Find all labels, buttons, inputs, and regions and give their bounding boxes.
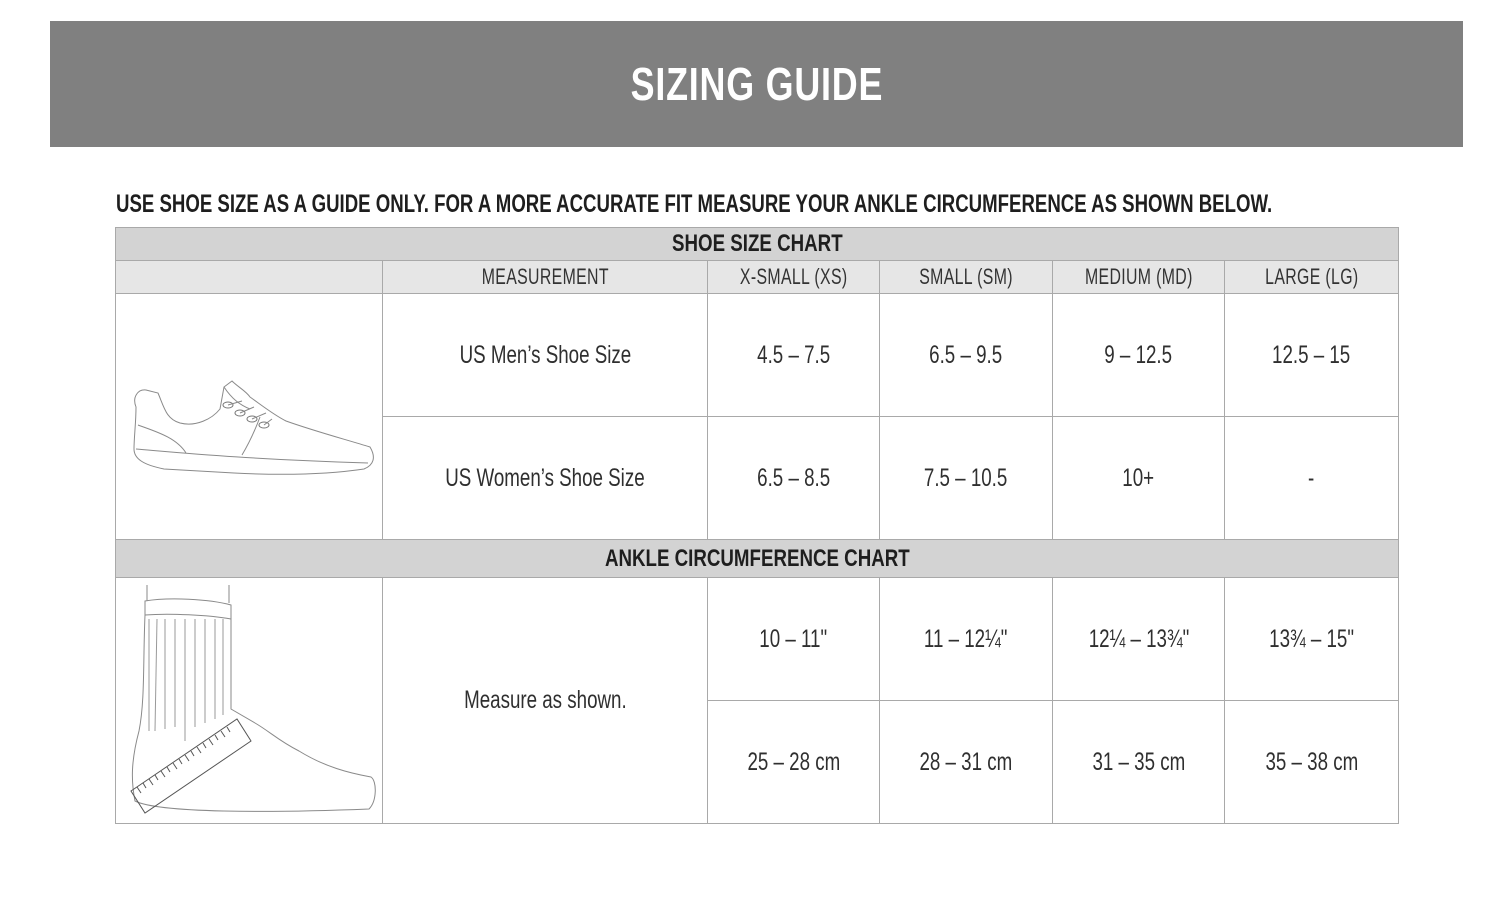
- measure-as-shown-label: Measure as shown.: [463, 686, 627, 714]
- cell-womens-sm: 7.5 – 10.5: [924, 463, 1008, 492]
- column-header-xs: X-SMALL (XS): [739, 264, 848, 289]
- cell-ankle-in-lg: 13¾ – 15": [1269, 624, 1354, 653]
- sizing-guide-banner: [50, 21, 1463, 147]
- cell-mens-xs: 4.5 – 7.5: [757, 340, 830, 369]
- cell-mens-lg: 12.5 – 15: [1272, 340, 1351, 369]
- cell-womens-md: 10+: [1122, 463, 1155, 492]
- shoe-size-chart-title: SHOE SIZE CHART: [671, 230, 843, 257]
- cell-womens-xs: 6.5 – 8.5: [757, 463, 830, 492]
- cell-ankle-cm-lg: 35 – 38 cm: [1265, 747, 1358, 776]
- page-title: SIZING GUIDE: [630, 58, 883, 110]
- cell-ankle-cm-md: 31 – 35 cm: [1092, 747, 1185, 776]
- cell-ankle-cm-sm: 28 – 31 cm: [919, 747, 1013, 776]
- table-row-ankle-inches: [116, 578, 1399, 701]
- instruction-text: USE SHOE SIZE AS A GUIDE ONLY. FOR A MORE ACCURATE FIT MEASURE YOUR ANKLE CIRCUMFERENCE AS SHOWN BELOW.: [116, 190, 1273, 218]
- cell-ankle-in-xs: 10 – 11": [759, 624, 828, 653]
- ankle-chart-title: ANKLE CIRCUMFERENCE CHART: [604, 544, 910, 572]
- column-header-row: [116, 261, 1399, 294]
- cell-womens-lg: -: [1308, 463, 1315, 492]
- cell-ankle-cm-xs: 25 – 28 cm: [747, 747, 840, 776]
- row-label-us-mens: US Men’s Shoe Size: [459, 340, 631, 369]
- table-row-us-mens: [116, 294, 1399, 417]
- sizing-table: [115, 227, 1399, 824]
- row-label-us-womens: US Women’s Shoe Size: [445, 463, 645, 492]
- cell-ankle-in-md: 12¼ – 13¾": [1088, 624, 1189, 653]
- cell-mens-sm: 6.5 – 9.5: [929, 340, 1003, 369]
- column-header-measurement: MEASUREMENT: [481, 264, 609, 289]
- column-header-blank: [116, 261, 383, 294]
- shoe-size-chart-header: [116, 228, 1399, 261]
- shoe-illustration-cell: [116, 294, 383, 540]
- sock-illustration-cell: [116, 578, 383, 824]
- cell-mens-md: 9 – 12.5: [1104, 340, 1173, 369]
- sock-with-measuring-tape-icon: [119, 581, 379, 821]
- column-header-md: MEDIUM (MD): [1084, 264, 1193, 289]
- sneaker-outline-icon: [124, 357, 374, 477]
- cell-ankle-in-sm: 11 – 12¼": [924, 624, 1008, 653]
- column-header-sm: SMALL (SM): [919, 264, 1013, 289]
- ankle-chart-header: [116, 540, 1399, 578]
- column-header-lg: LARGE (LG): [1264, 264, 1359, 289]
